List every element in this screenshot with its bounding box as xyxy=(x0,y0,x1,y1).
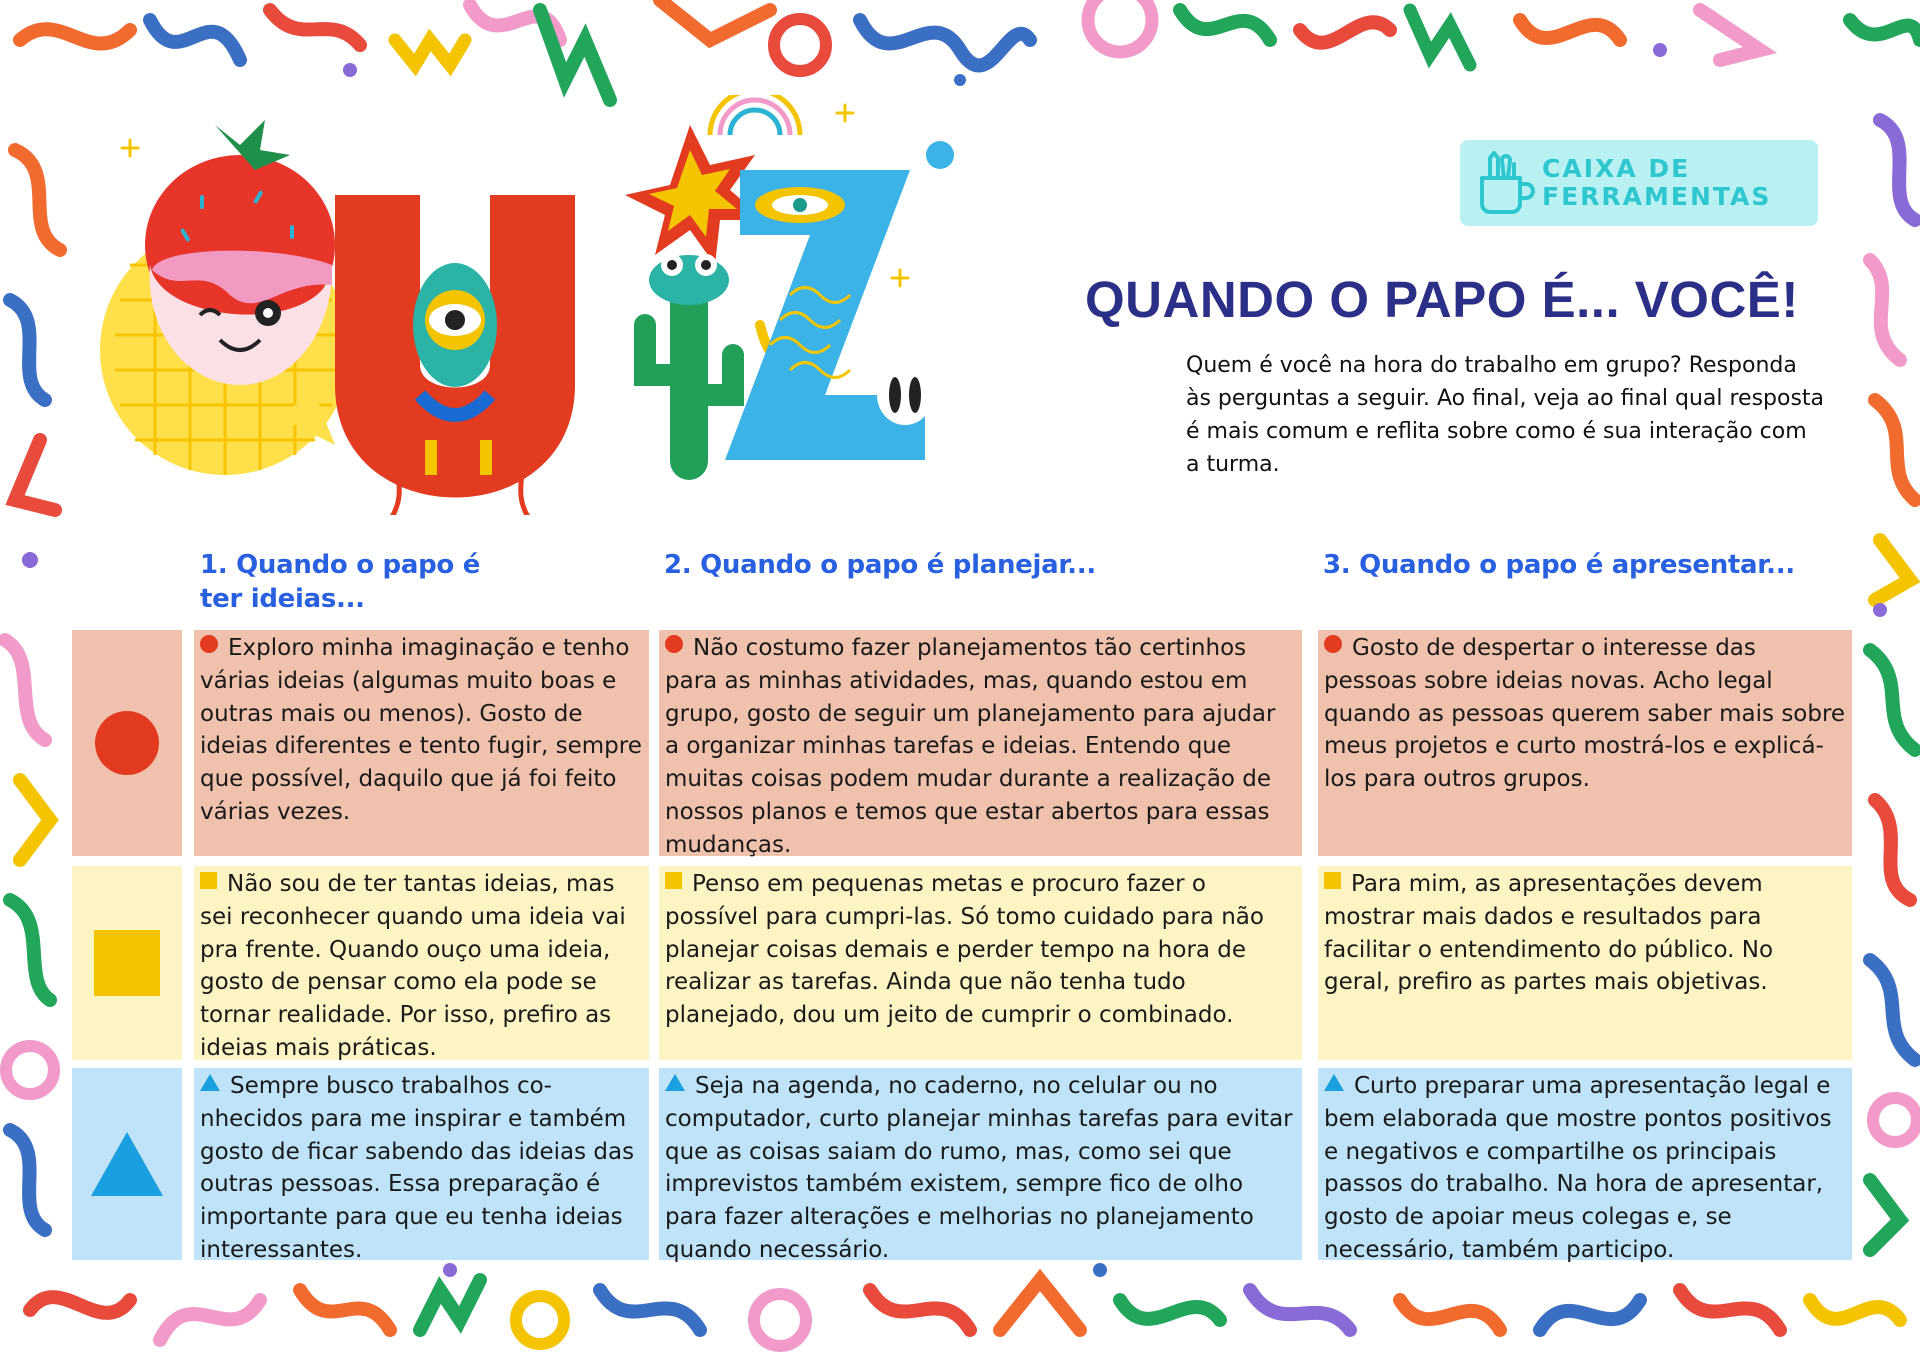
question-heading-1: 1. Quando o papo é ter ideias... xyxy=(200,550,481,614)
intro-text: Quem é você na hora do trabalho em grupo? Responda às perguntas a seguir. Ao final, veja ao final qual resposta é mais comum e reflita sobre como é sua interação com a turma. xyxy=(1186,353,1825,477)
yellow-square-bullet-icon xyxy=(1324,872,1341,889)
blue-triangle-bullet-icon xyxy=(200,1074,220,1091)
answer-cell-square-q2[interactable] xyxy=(659,866,1302,1060)
answer-text: Para mim, as apresentações devem mostrar mais dados e resultados para facilitar o entendimento do público. No geral, prefiro as partes mais objetivas. xyxy=(1324,871,1774,996)
answer-text: Penso em pequenas metas e procuro fazer o possível para cumpri-las. Só tomo cuidado para não planejar coisas demais e perder tempo na hora de realizar as tarefas. Ainda que não tenha tudo planejado, dou um jeito de cumprir o combinado. xyxy=(665,871,1264,1029)
answer-text: Exploro minha imaginação e tenho várias ideias (algumas muito boas e outras mais ou menos). Gosto de ideias diferentes e tento fugir, sempre que possível, daquilo que já foi feito várias vezes. xyxy=(200,635,642,825)
answer-cell-triangle-q2[interactable] xyxy=(659,1068,1302,1263)
answer-cell-square-q1[interactable] xyxy=(194,866,649,1060)
answer-cell-circle-q2[interactable] xyxy=(659,630,1302,856)
yellow-square-icon xyxy=(94,930,160,996)
answer-text: Seja na agenda, no caderno, no celular ou no computador, curto planejar minhas tarefas para evitar que as coisas saiam do rumo, mas, como sei que imprevistos também existem, sempre fico de olho para fazer alterações e melhorias no planejamento quando necessário. xyxy=(665,1073,1293,1263)
row-symbol-triangle xyxy=(72,1068,182,1260)
red-circle-icon xyxy=(94,710,160,776)
mug-with-pencils-icon xyxy=(1470,148,1540,218)
yellow-square-bullet-icon xyxy=(200,872,217,889)
answer-cell-square-q3[interactable] xyxy=(1318,866,1852,1060)
question-heading-3: 3. Quando o papo é apresentar... xyxy=(1323,550,1795,580)
yellow-square-bullet-icon xyxy=(665,872,682,889)
answer-text: Não costumo fazer planejamentos tão certinhos para as minhas atividades, mas, quando estou em grupo, gosto de seguir um planejamento para ajudar a organizar minhas tarefas e ideias. Entendo que muitas coisas podem mudar durante a realização de nossos planos e temos que estar abertos para essas mudanças. xyxy=(665,635,1276,858)
answer-cell-triangle-q1[interactable] xyxy=(194,1068,649,1263)
answer-text: Curto preparar uma apresentação legal e bem elaborada que mostre pontos positivos e negativos e compartilhe os principais passos do trabalho. Na hora de apresentar, gosto de apoiar meus colegas e, se necessário, também participo. xyxy=(1324,1073,1832,1263)
row-symbol-circle xyxy=(72,630,182,856)
toolbox-badge xyxy=(1460,140,1818,226)
answer-text: Não sou de ter tantas ideias, mas sei reconhecer quando uma ideia vai pra frente. Quando ouço uma ideia, gosto de pensar como ela pode se tornar realidade. Por isso, prefiro as ideias mais práticas. xyxy=(200,871,626,1061)
badge-line-2: FERRAMENTAS xyxy=(1542,182,1772,211)
blue-triangle-bullet-icon xyxy=(1324,1074,1344,1091)
blue-triangle-bullet-icon xyxy=(665,1074,685,1091)
red-circle-bullet-icon xyxy=(665,635,683,653)
answer-cell-circle-q1[interactable] xyxy=(194,630,649,856)
quiz-lettering-illustration xyxy=(100,95,1080,515)
badge-line-1: CAIXA DE xyxy=(1542,154,1691,183)
red-circle-bullet-icon xyxy=(1324,635,1342,653)
answer-cell-circle-q3[interactable] xyxy=(1318,630,1852,856)
answer-cell-triangle-q3[interactable] xyxy=(1318,1068,1852,1263)
answer-text: Gosto de despertar o interesse das pessoas sobre ideias novas. Acho legal quando as pessoas querem saber mais sobre meus projetos e curto mostrá-los e explicá-los para outros grupos. xyxy=(1324,635,1846,793)
red-circle-bullet-icon xyxy=(200,635,218,653)
answer-text: Sempre busco trabalhos conhecidos para me inspirar e também gosto de ficar sabendo das ideias das outras pessoas. Essa preparação é importante para que eu tenha ideias interessantes. xyxy=(200,1073,635,1263)
page-title: QUANDO O PAPO É... VOCÊ! xyxy=(1085,271,1799,328)
row-symbol-square xyxy=(72,866,182,1060)
question-heading-2: 2. Quando o papo é planejar... xyxy=(664,550,1096,580)
blue-triangle-icon xyxy=(91,1132,163,1196)
